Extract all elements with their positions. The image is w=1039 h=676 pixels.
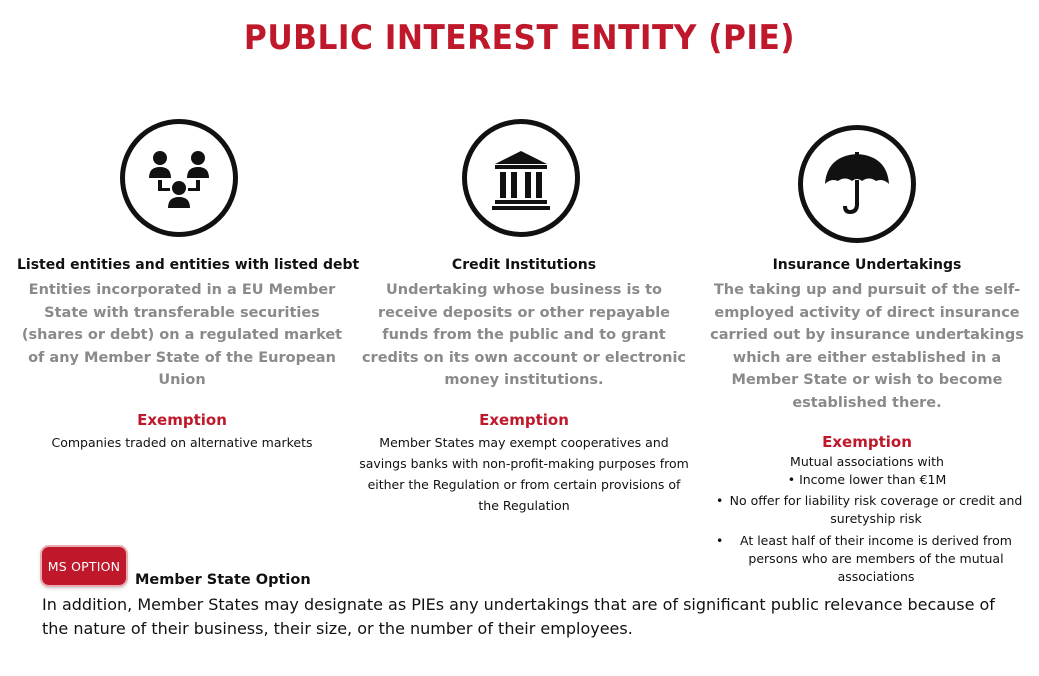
bullet-text: No offer for liability risk coverage or credit and suretyship risk xyxy=(729,493,1023,526)
listed-entities-description: Entities incorporated in a EU Member State with transferable securities (shares or debt) on a regulated market of any Member State of the European Union xyxy=(21,282,343,388)
insurance-exemption-sub: • Income lower than €1M xyxy=(787,472,947,487)
insurance-exemption-bullets xyxy=(702,492,1032,590)
credit-institutions-exemption-label: Exemption xyxy=(479,411,569,429)
list-item: • No offer for liability risk coverage or credit and suretyship risk xyxy=(716,493,1023,526)
listed-entities-exemption-text: Companies traded on alternative markets xyxy=(51,435,313,450)
ms-option-badge: MS OPTION xyxy=(42,547,126,585)
listed-entities-exemption-label: Exemption xyxy=(137,411,227,429)
insurance-exemption-intro: Mutual associations with xyxy=(790,454,944,469)
credit-institutions-exemption-text: Member States may exempt cooperatives and savings banks with non-profit-making purposes from either the Regulation or from certain provisions of the Regulation xyxy=(359,435,689,513)
bank-building-icon xyxy=(462,119,580,237)
insurance-exemption-label: Exemption xyxy=(822,433,912,451)
credit-institutions-heading: Credit Institutions xyxy=(451,257,597,273)
people-hierarchy-icon xyxy=(120,119,238,237)
page-title: PUBLIC INTEREST ENTITY (PIE) xyxy=(243,18,796,58)
umbrella-icon xyxy=(798,125,916,243)
listed-entities-heading: Listed entities and entities with listed debt xyxy=(17,257,360,273)
ms-option-text: In addition, Member States may designate as PIEs any undertakings that are of significant public relevance because of the nature of their business, their size, or the number of their employees. xyxy=(42,595,995,638)
credit-institutions-description: Undertaking whose business is to receive deposits or other repayable funds from the public and to grant credits on its own account or electronic money institutions. xyxy=(361,282,687,388)
bullet-text: At least half of their income is derived from persons who are members of the mutual associations xyxy=(739,533,1012,584)
insurance-description: The taking up and pursuit of the self-employed activity of direct insurance carried out by insurance undertakings which are either established in a Member State or wish to become established there. xyxy=(710,282,1024,411)
ms-option-title: Member State Option xyxy=(135,572,311,588)
insurance-heading: Insurance Undertakings xyxy=(772,257,962,273)
list-item: • At least half of their income is derived from persons who are members of the mutual associations xyxy=(716,533,1012,584)
